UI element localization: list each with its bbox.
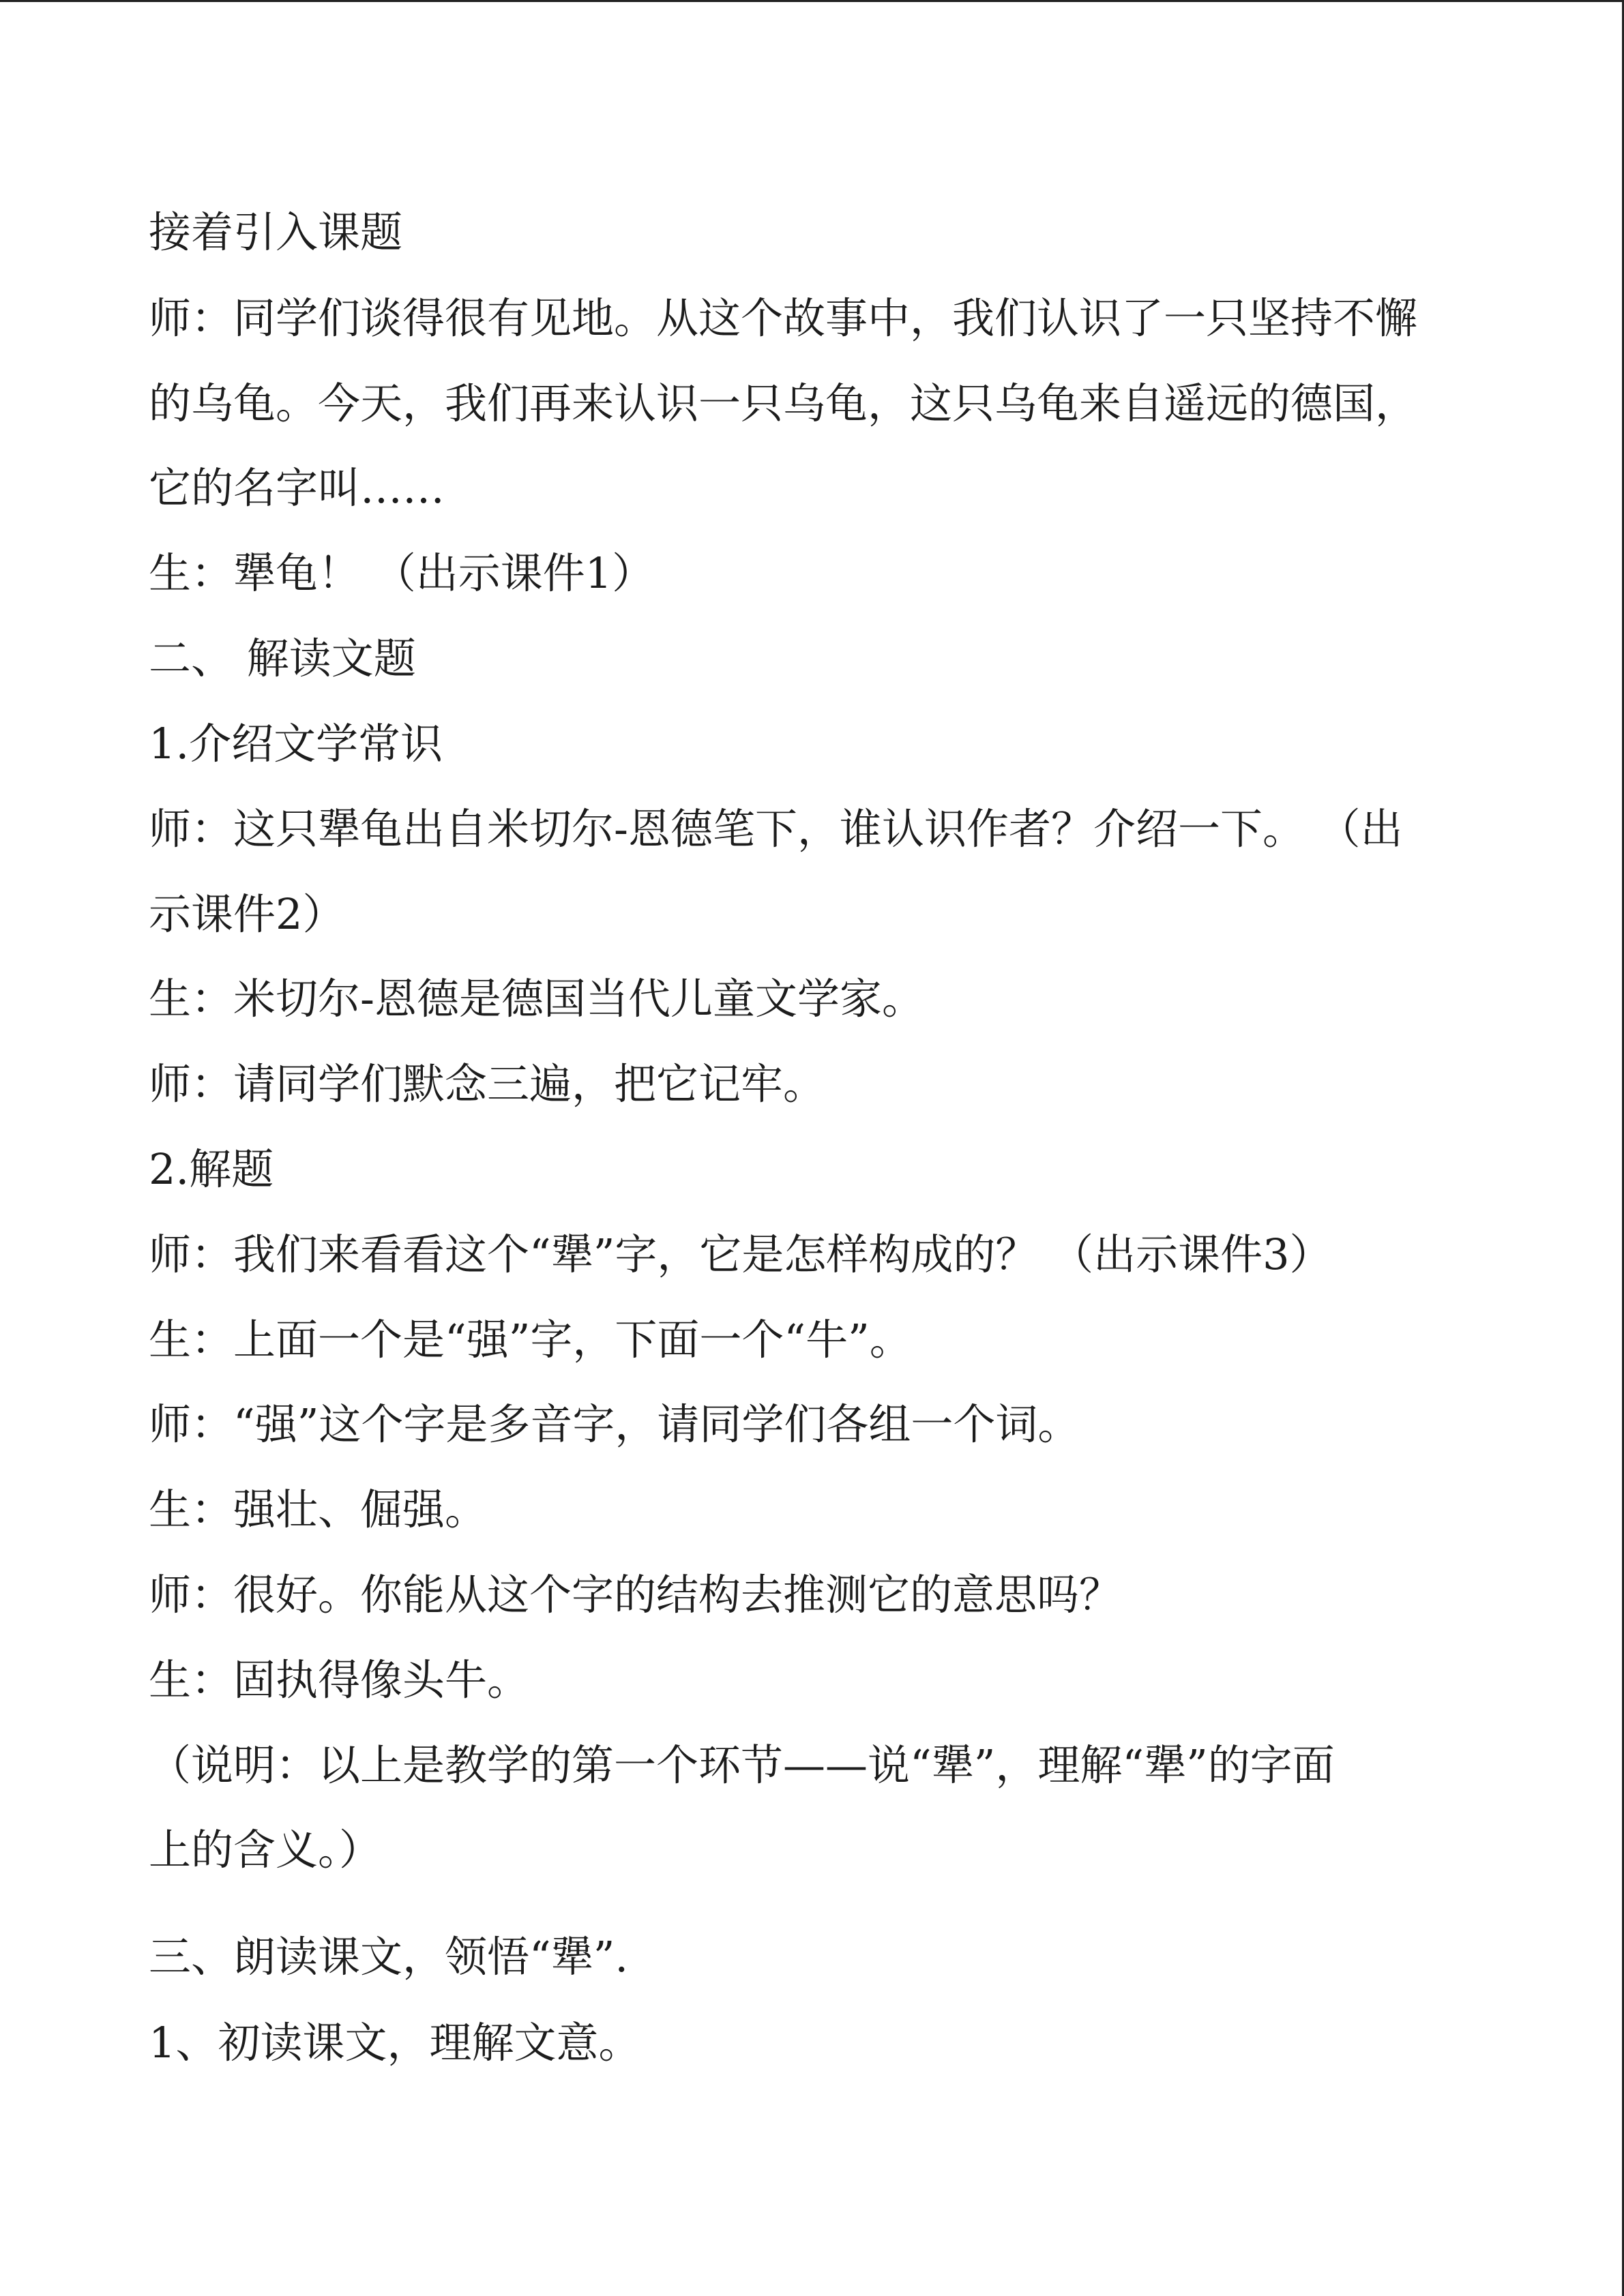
text-line: 师：同学们谈得很有见地。从这个故事中，我们认识了一只坚持不懈 bbox=[149, 293, 1418, 343]
subsection-heading: 1.介绍文学常识 bbox=[149, 719, 443, 769]
text-line: 生：强壮、倔强。 bbox=[149, 1485, 488, 1534]
text-line: 师：很好。你能从这个字的结构去推测它的意思吗？ bbox=[149, 1570, 1122, 1620]
subsection-heading: 2.解题 bbox=[149, 1144, 274, 1194]
text-line: 它的名字叫…… bbox=[149, 463, 445, 513]
text-line: 生：固执得像头牛。 bbox=[149, 1655, 530, 1705]
text-line: 生：上面一个是“强”字，下面一个“牛”。 bbox=[149, 1315, 912, 1365]
text-line: 生：米切尔-恩德是德国当代儿童文学家。 bbox=[149, 974, 924, 1024]
text-line: 示课件2） bbox=[149, 889, 345, 939]
text-line: 接着引入课题 bbox=[149, 207, 403, 257]
text-line: 师：请同学们默念三遍，把它记牢。 bbox=[149, 1059, 826, 1109]
note-line: （说明：以上是教学的第一个环节——说“犟”，理解“犟”的字面 bbox=[149, 1740, 1335, 1790]
text-line: 师：这只犟龟出自米切尔-恩德笔下，谁认识作者？介绍一下。 （出 bbox=[149, 804, 1403, 854]
note-line: 上的含义。） bbox=[149, 1825, 382, 1875]
text-line: 师：“强”这个字是多音字，请同学们各组一个词。 bbox=[149, 1399, 1080, 1449]
text-line: 生：犟龟！ （出示课件1） bbox=[149, 548, 655, 598]
section-heading: 三、朗读课文，领悟“犟”. bbox=[149, 1932, 629, 1982]
subsection-heading: 1、初读课文，理解文意。 bbox=[149, 2018, 641, 2068]
section-heading: 二、 解读文题 bbox=[149, 633, 416, 683]
text-line: 师：我们来看看这个“犟”字，它是怎样构成的？ （出示课件3） bbox=[149, 1229, 1332, 1279]
text-line: 的乌龟。今天，我们再来认识一只乌龟，这只乌龟来自遥远的德国， bbox=[149, 378, 1418, 428]
